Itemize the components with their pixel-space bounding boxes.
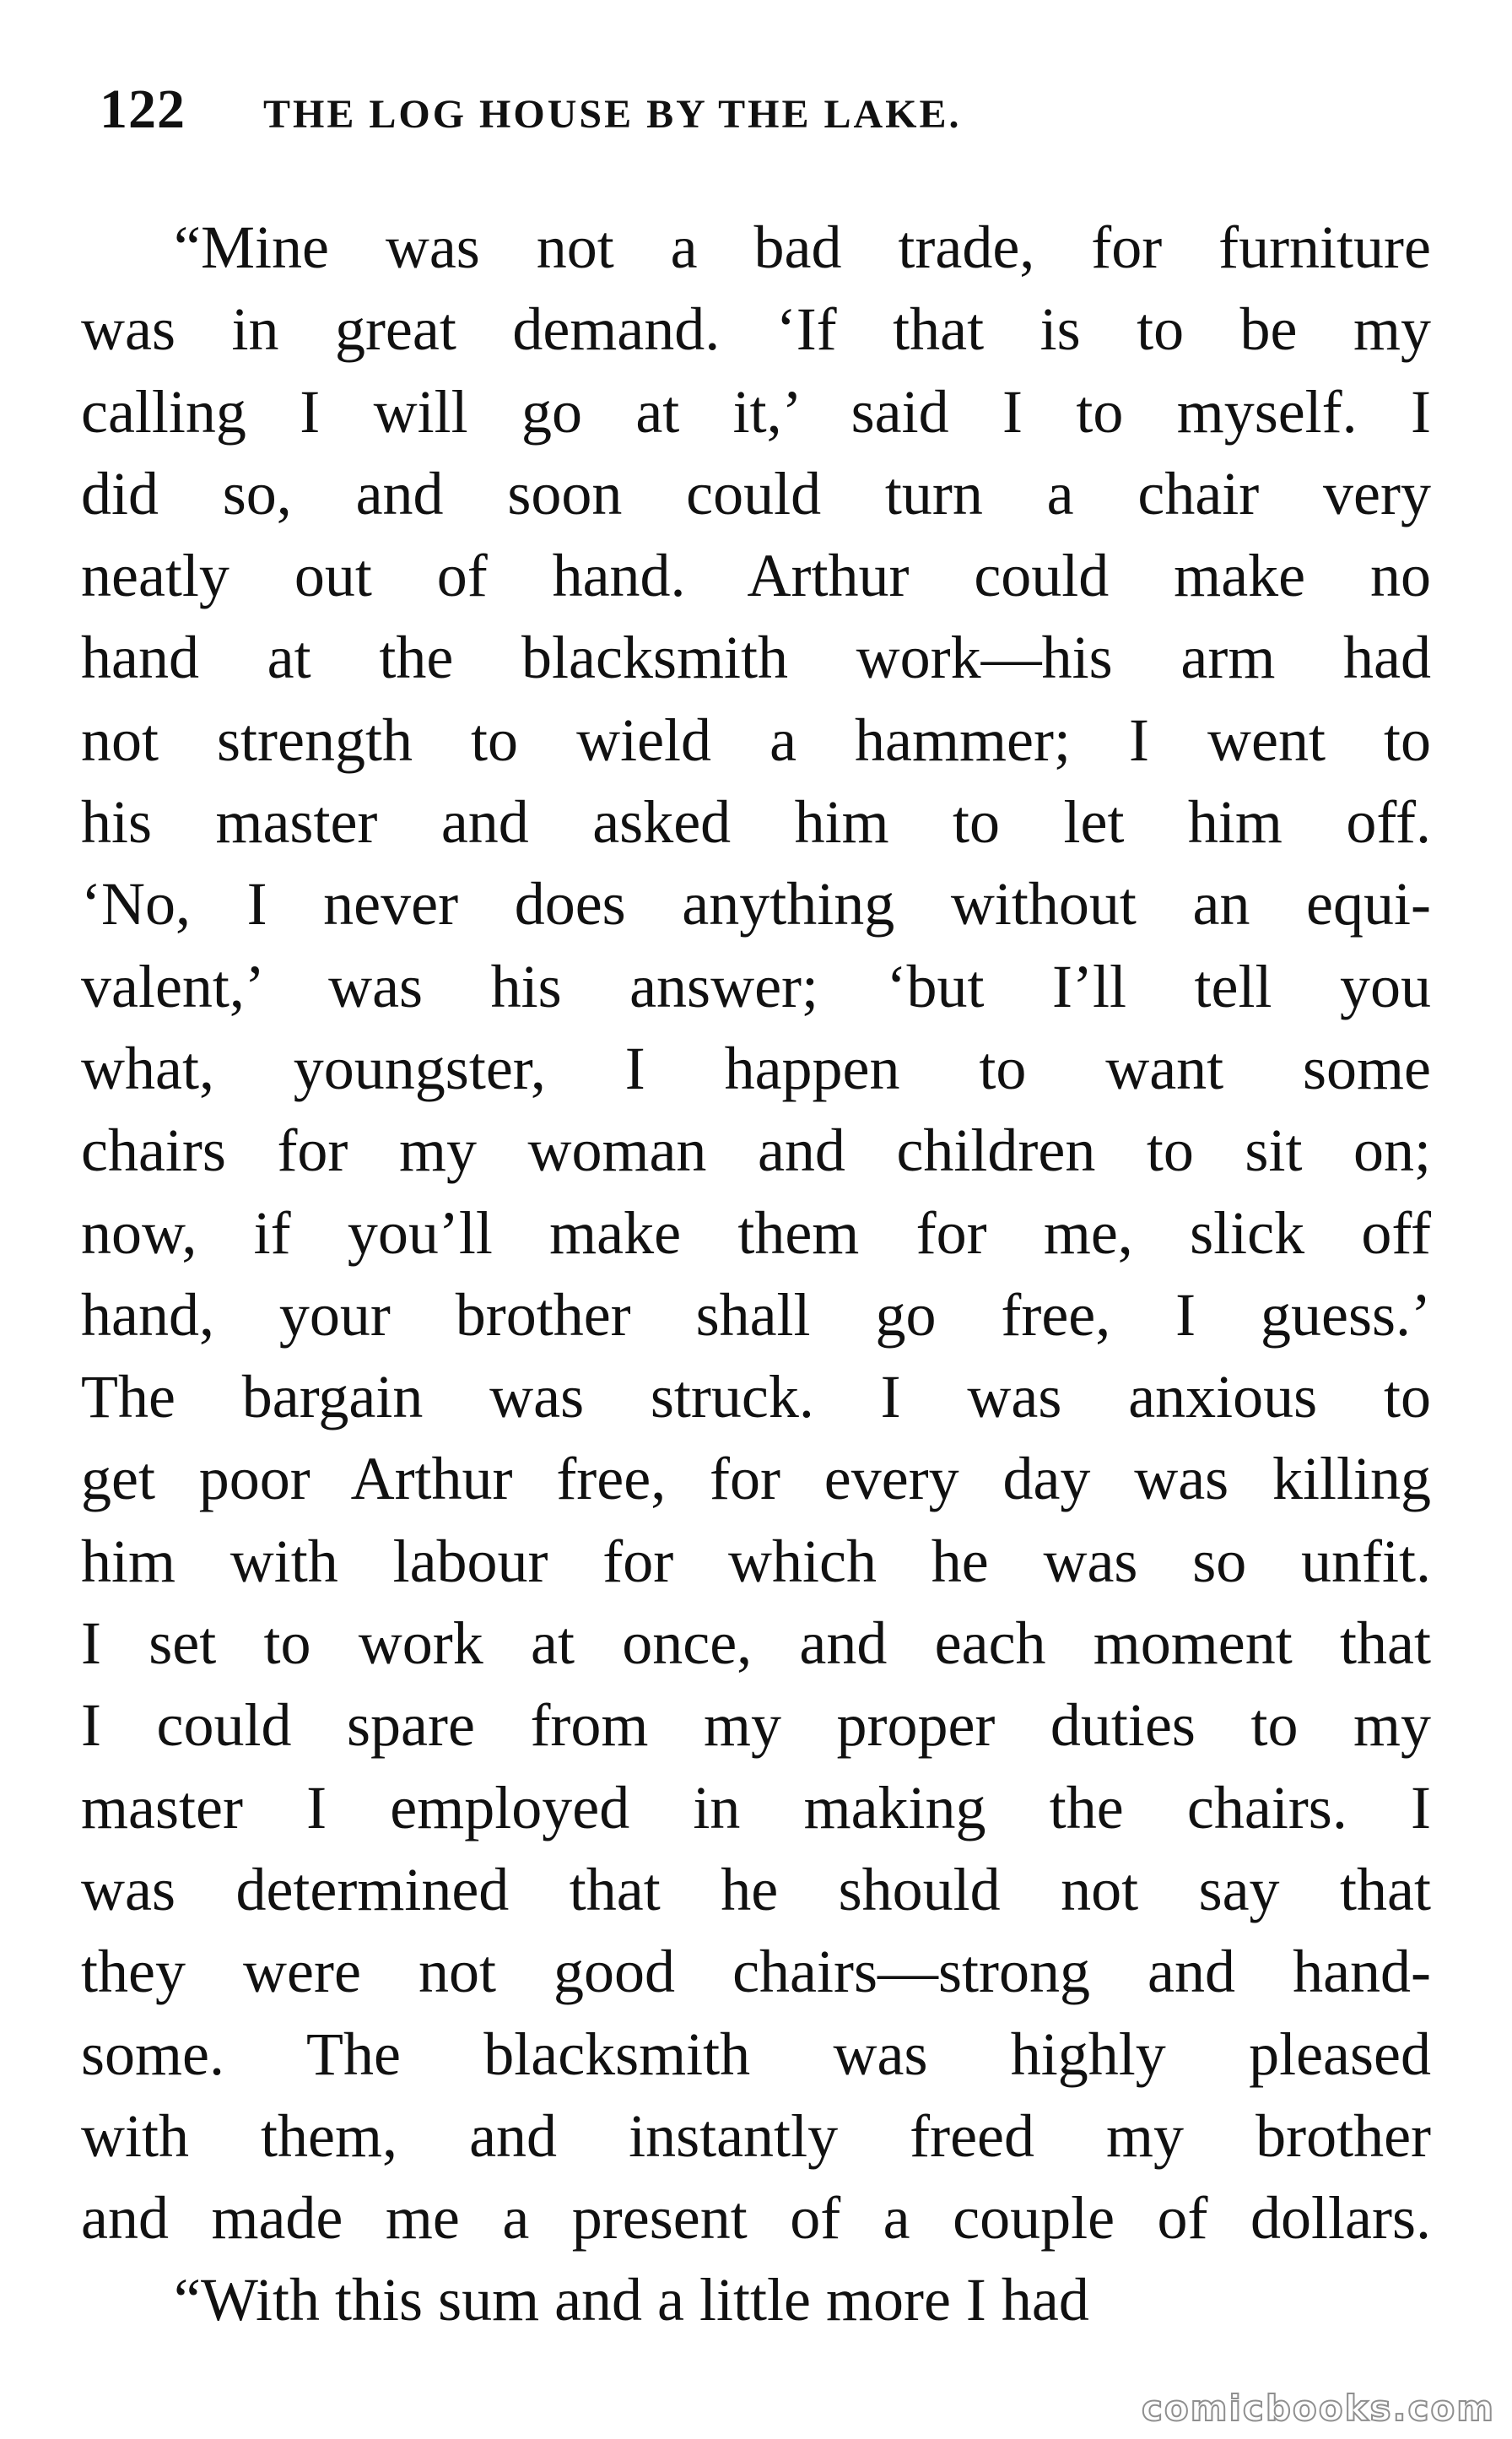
- text-line: “Mine was not a bad trade, for furniture: [174, 214, 1431, 281]
- page-number: 122: [100, 78, 186, 140]
- text-line: calling I will go at it,’ said I to myself. I: [81, 377, 1431, 446]
- text-line: now, if you’ll make them for me, slick off: [81, 1198, 1431, 1267]
- text-line: him with labour for which he was so unfit.: [81, 1527, 1431, 1595]
- text-line: hand at the blacksmith work—his arm had: [81, 624, 1431, 692]
- text-line: did so, and soon could turn a chair very: [81, 459, 1431, 527]
- text-line: ‘No, I never does anything without an equi-: [81, 870, 1431, 938]
- text-line: and made me a present of a couple of dollars.: [81, 2184, 1431, 2252]
- text-line: some. The blacksmith was highly pleased: [81, 2020, 1431, 2088]
- text-line: with them, and instantly freed my brother: [81, 2101, 1431, 2170]
- text-line: chairs for my woman and children to sit on;: [81, 1117, 1431, 1185]
- text-line: get poor Arthur free, for every day was killing: [81, 1445, 1431, 1513]
- text-line: they were not good chairs—strong and hand-: [81, 1938, 1431, 2006]
- watermark: comicbooks.com: [1142, 2388, 1495, 2429]
- text-line: what, youngster, I happen to want some: [81, 1034, 1431, 1102]
- text-line: The bargain was struck. I was anxious to: [81, 1363, 1431, 1431]
- text-line: I could spare from my proper duties to my: [81, 1691, 1431, 1760]
- running-title: THE LOG HOUSE BY THE LAKE.: [263, 92, 962, 137]
- text-line: not strength to wield a hammer; I went to: [81, 706, 1431, 774]
- text-line: was determined that he should not say that: [81, 1855, 1431, 1923]
- text-line: hand, your brother shall go free, I guess.’: [81, 1280, 1431, 1349]
- text-line: master I employed in making the chairs. I: [81, 1773, 1431, 1841]
- text-line: valent,’ was his answer; ‘but I’ll tell you: [81, 952, 1431, 1020]
- text-line: his master and asked him to let him off.: [81, 788, 1431, 857]
- body-text: [81, 207, 1431, 2342]
- page-header: [100, 78, 1416, 162]
- text-line: I set to work at once, and each moment that: [81, 1609, 1431, 1678]
- text-line: was in great demand. ‘If that is to be my: [81, 295, 1431, 364]
- text-line: “With this sum and a little more I had: [174, 2266, 1089, 2334]
- text-line: neatly out of hand. Arthur could make no: [81, 542, 1431, 610]
